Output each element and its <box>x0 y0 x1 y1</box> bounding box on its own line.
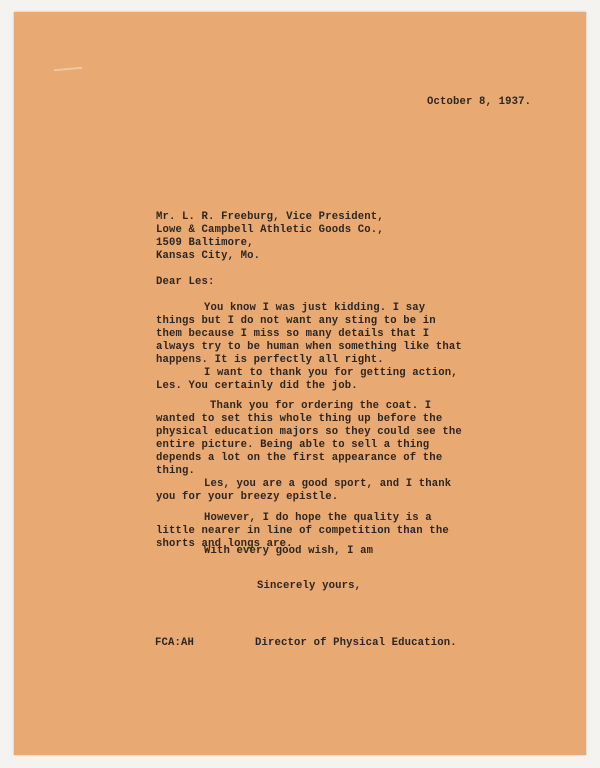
closing-line: With every good wish, I am <box>204 545 374 557</box>
letter-date: October 8, 1937. <box>427 96 532 108</box>
address-line-1: Mr. L. R. Freeburg, Vice President, <box>156 211 384 223</box>
address-line-4: Kansas City, Mo. <box>156 250 261 262</box>
body-paragraph-4: Les, you are a good sport, and I thank you for your breezy epistle. <box>156 478 452 503</box>
address-line-3: 1509 Baltimore, <box>156 237 254 249</box>
complimentary-close: Sincerely yours, <box>257 580 362 592</box>
body-paragraph-3: Thank you for ordering the coat. I wanted to set this whole thing up before the physical education majors so they could see the entire picture. Being able to sell a thing depends a lot on the first appearance of the thing. <box>156 400 462 477</box>
typist-initials: FCA:AH <box>155 637 195 649</box>
body-paragraph-5: However, I do hope the quality is a little nearer in line of competition than the shorts and longs are. <box>156 512 449 550</box>
paper-blemish <box>54 67 82 71</box>
address-line-2: Lowe & Campbell Athletic Goods Co., <box>156 224 384 236</box>
body-paragraph-2: I want to thank you for getting action, Les. You certainly did the job. <box>156 367 458 392</box>
body-paragraph-1: You know I was just kidding. I say things but I do not want any sting to be in them because I miss so many details that I always try to be human when something like that happens. It is perfectly all right. <box>156 302 462 366</box>
salutation: Dear Les: <box>156 276 215 288</box>
signature-title: Director of Physical Education. <box>255 637 457 649</box>
letter-page <box>14 12 586 755</box>
